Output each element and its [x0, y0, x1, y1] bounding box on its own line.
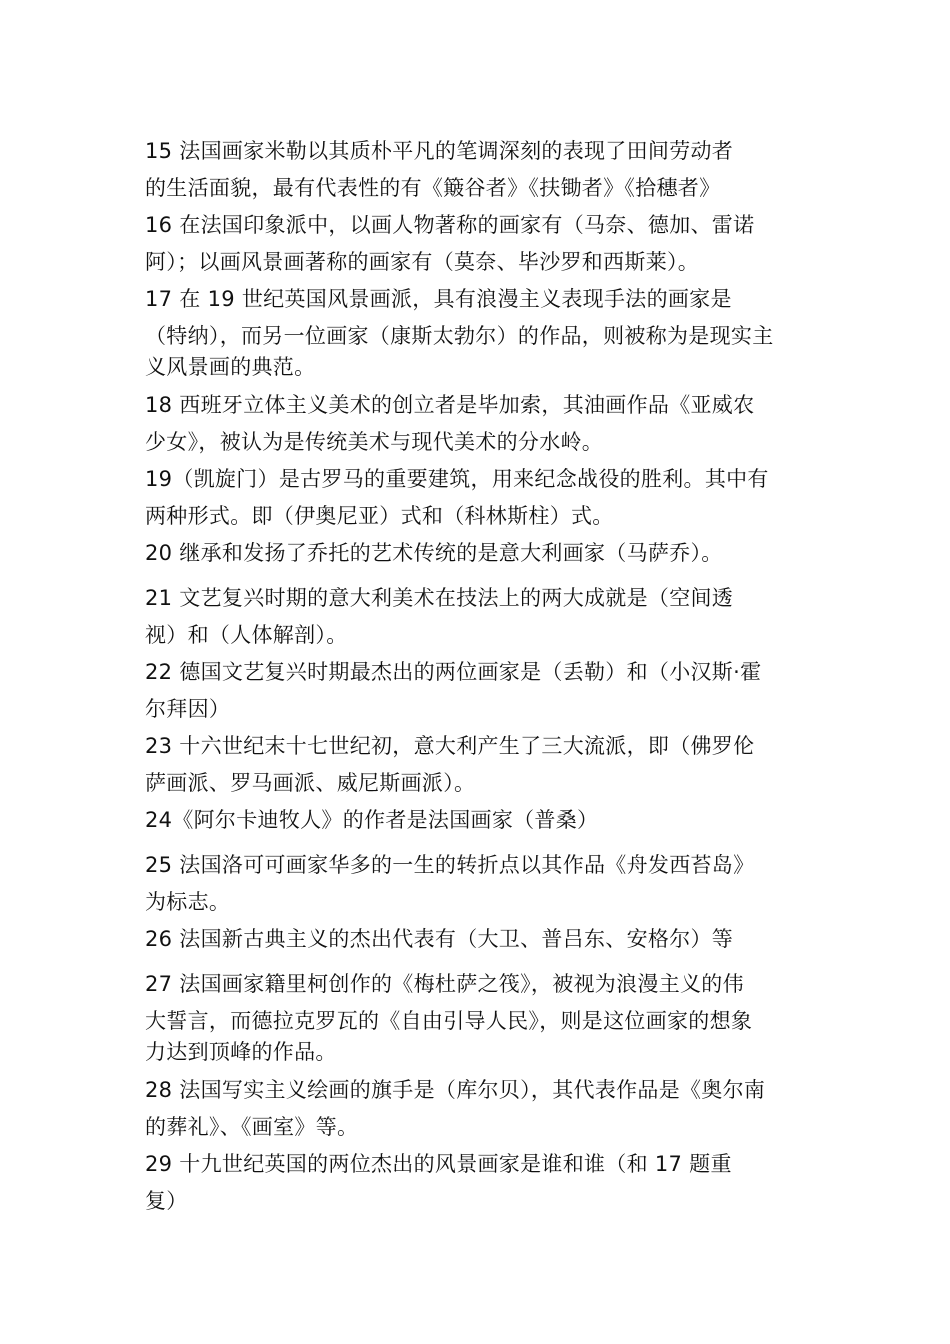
text-line: 15 法国画家米勒以其质朴平凡的笔调深刻的表现了田间劳动者 — [145, 139, 734, 163]
text-line: 29 十九世纪英国的两位杰出的风景画家是谁和谁（和 17 题重 — [145, 1152, 732, 1176]
question-item-22 — [145, 654, 810, 728]
question-item-21 — [145, 580, 810, 654]
text-line: 萨画派、罗马画派、威尼斯画派）。 — [145, 771, 476, 795]
text-line: 阿）；以画风景画著称的画家有（莫奈、毕沙罗和西斯莱）。 — [145, 250, 700, 274]
text-line: 力达到顶峰的作品。 — [145, 1040, 337, 1064]
text-line: 少女》，被认为是传统美术与现代美术的分水岭。 — [145, 430, 604, 454]
text-line: 24《阿尔卡迪牧人》的作者是法国画家（普桑） — [145, 808, 599, 832]
text-line: 大誓言，而德拉克罗瓦的《自由引导人民》，则是这位画家的想象 — [145, 1009, 753, 1033]
text-line: 23 十六世纪末十七世纪初，意大利产生了三大流派，即（佛罗伦 — [145, 734, 755, 758]
question-item-20 — [145, 535, 810, 572]
question-item-25 — [145, 847, 810, 921]
text-line: 19（凯旋门）是古罗马的重要建筑，用来纪念战役的胜利。其中有 — [145, 467, 769, 491]
text-line: 25 法国洛可可画家华多的一生的转折点以其作品《舟发西苔岛》 — [145, 853, 755, 877]
text-line: 复） — [145, 1189, 188, 1213]
text-line: 的葬礼》、《画室》等。 — [145, 1115, 359, 1139]
question-item-23 — [145, 728, 810, 802]
question-item-17 — [145, 281, 810, 379]
text-line: 28 法国写实主义绘画的旗手是（库尔贝），其代表作品是《奥尔南 — [145, 1078, 766, 1102]
question-item-24 — [145, 802, 810, 839]
question-item-28 — [145, 1072, 810, 1146]
text-line: 26 法国新古典主义的杰出代表有（大卫、普吕东、安格尔）等 — [145, 927, 734, 951]
text-line: 20 继承和发扬了乔托的艺术传统的是意大利画家（马萨乔）。 — [145, 541, 723, 565]
text-line: 22 德国文艺复兴时期最杰出的两位画家是（丢勒）和（小汉斯·霍 — [145, 660, 762, 684]
text-line: 义风景画的典范。 — [145, 355, 316, 379]
text-line: 18 西班牙立体主义美术的创立者是毕加索，其油画作品《亚威农 — [145, 393, 755, 417]
text-line: 16 在法国印象派中，以画人物著称的画家有（马奈、德加、雷诺 — [145, 213, 755, 237]
text-line: 尔拜因） — [145, 697, 231, 721]
question-item-29 — [145, 1146, 810, 1220]
text-line: 27 法国画家籍里柯创作的《梅杜萨之筏》，被视为浪漫主义的伟 — [145, 972, 744, 996]
question-item-26 — [145, 921, 810, 958]
text-line: 的生活面貌，最有代表性的有《簸谷者》《扶锄者》《拾穗者》 — [145, 176, 721, 200]
question-item-19 — [145, 461, 810, 535]
text-line: 17 在 19 世纪英国风景画派，具有浪漫主义表现手法的画家是 — [145, 287, 732, 311]
question-item-18 — [145, 387, 810, 461]
text-line: 视）和（人体解剖）。 — [145, 623, 348, 647]
document-body — [145, 133, 810, 1220]
text-line: 两种形式。即（伊奥尼亚）式和（科林斯柱）式。 — [145, 504, 614, 528]
question-item-27 — [145, 966, 810, 1064]
text-line: 21 文艺复兴时期的意大利美术在技法上的两大成就是（空间透 — [145, 586, 734, 610]
question-item-15 — [145, 133, 810, 207]
text-line: 为标志。 — [145, 890, 231, 914]
question-item-16 — [145, 207, 810, 281]
text-line: （特纳），而另一位画家（康斯太勃尔）的作品，则被称为是现实主 — [145, 324, 774, 348]
